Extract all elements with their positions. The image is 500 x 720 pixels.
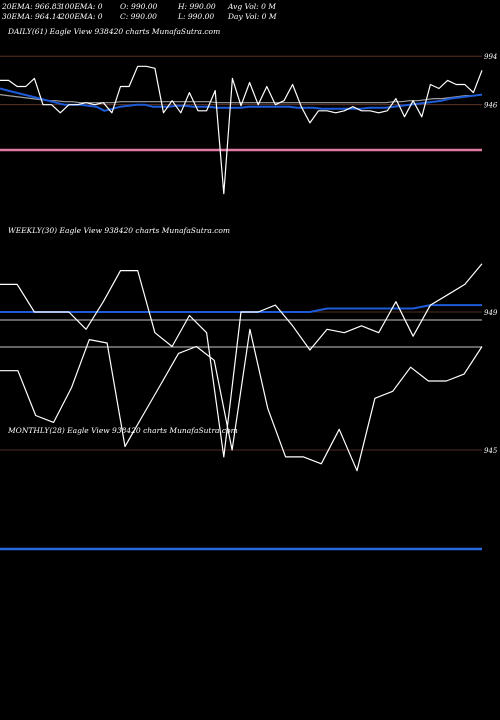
header-row2-stat-2: C: 990.00 [120,12,157,21]
header-row2-stat-0: 30EMA: 964.14 [2,12,62,21]
header-row2-stat-1: 200EMA: 0 [60,12,103,21]
header-row1-stat-4: Avg Vol: 0 M [228,2,276,11]
weekly-series-1-line [0,329,482,470]
daily-series-2-line [0,95,482,103]
daily-ytick-label-1: 946 [484,101,498,110]
monthly-panel-label: MONTHLY(28) Eagle View 938420 charts MunafaSutra.com [8,426,238,435]
header-row2-stat-4: Day Vol: 0 M [228,12,277,21]
header-row2-stat-3: L: 990.00 [178,12,215,21]
header-row1-stat-3: H: 990.00 [178,2,216,11]
daily-ytick-label-0: 994 [484,53,498,62]
daily-series-0-line [0,66,482,193]
header-row1-stat-2: O: 990.00 [120,2,158,11]
weekly-series-0-line [0,264,482,457]
header-row1-stat-0: 20EMA: 966.83 [2,2,62,11]
weekly-ytick-label-0: 949 [484,309,498,317]
weekly-ytick-label-1: 945 [484,447,498,455]
weekly-panel-label: WEEKLY(30) Eagle View 938420 charts MunafaSutra.com [8,226,231,235]
daily-panel-label: DAILY(61) Eagle View 938420 charts MunafaSutra.com [8,27,221,36]
header-row1-stat-1: 100EMA: 0 [60,2,103,11]
weekly-series-2-line [0,305,482,312]
